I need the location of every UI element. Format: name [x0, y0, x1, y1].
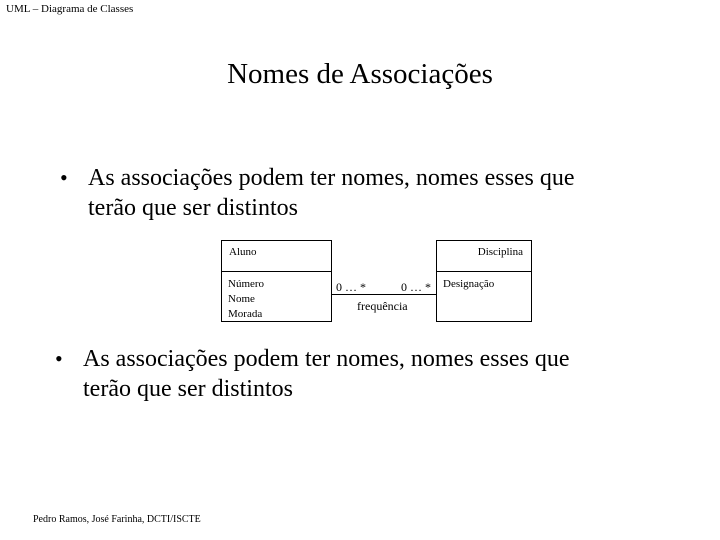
bullet-point: [55, 345, 700, 405]
bullet-point: [60, 164, 700, 224]
uml-class-aluno: [221, 240, 332, 322]
bullet-marker: •: [55, 346, 63, 371]
class-name: Disciplina: [477, 246, 523, 258]
class-divider: [222, 271, 331, 272]
slide-title: Nomes de Associações: [227, 58, 493, 90]
bullet-text-line: terão que ser distintos: [88, 195, 298, 221]
multiplicity-right: 0 … *: [401, 280, 431, 294]
class-attribute: Nome: [228, 293, 255, 305]
header-label: UML – Diagrama de Classes: [6, 3, 134, 15]
class-name: Aluno: [229, 246, 257, 258]
bullet-text-line: As associações podem ter nomes, nomes esses que: [88, 165, 575, 191]
class-divider: [437, 271, 531, 272]
uml-class-disciplina: [436, 240, 532, 322]
bullet-text-line: terão que ser distintos: [83, 376, 293, 402]
association-name: frequência: [357, 299, 408, 313]
class-attribute: Morada: [228, 308, 263, 320]
multiplicity-left: 0 … *: [336, 280, 366, 294]
footer-credit: Pedro Ramos, José Farinha, DCTI/ISCTE: [33, 514, 201, 525]
class-attribute: Número: [228, 278, 265, 290]
class-attribute: Designação: [443, 278, 495, 290]
bullet-text-line: As associações podem ter nomes, nomes esses que: [83, 346, 570, 372]
bullet-marker: •: [60, 165, 68, 190]
